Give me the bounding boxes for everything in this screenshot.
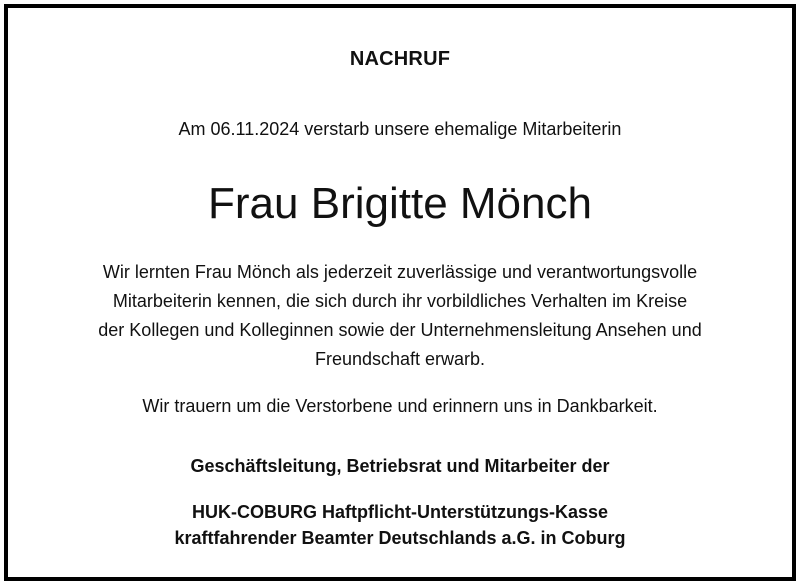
signature-line-2: HUK-COBURG Haftpflicht-Unterstützungs-Kasse — [191, 502, 608, 522]
tribute-line: Wir lernten Frau Mönch als jederzeit zuverlässige und verantwortungsvolle — [102, 262, 698, 282]
mourning-text: Wir trauern um die Verstorbene und erinnern uns in Dankbarkeit. — [142, 396, 658, 416]
signature-line-1: Geschäftsleitung, Betriebsrat und Mitarbeiter der — [190, 456, 610, 476]
deceased-name: Frau Brigitte Mönch — [208, 179, 592, 228]
tribute-line: Freundschaft erwarb. — [314, 349, 486, 369]
notice-heading: NACHRUF — [349, 48, 451, 70]
tribute-line: Mitarbeiterin kennen, die sich durch ihr vorbildliches Verhalten im Kreise — [112, 291, 688, 311]
signature-line-3: kraftfahrender Beamter Deutschlands a.G. in Coburg — [174, 528, 626, 548]
obituary-notice — [4, 4, 796, 581]
tribute-paragraph — [8, 258, 792, 374]
tribute-line: der Kollegen und Kolleginnen sowie der Unternehmensleitung Ansehen und — [98, 320, 702, 340]
intro-text: Am 06.11.2024 verstarb unsere ehemalige Mitarbeiterin — [178, 119, 622, 139]
